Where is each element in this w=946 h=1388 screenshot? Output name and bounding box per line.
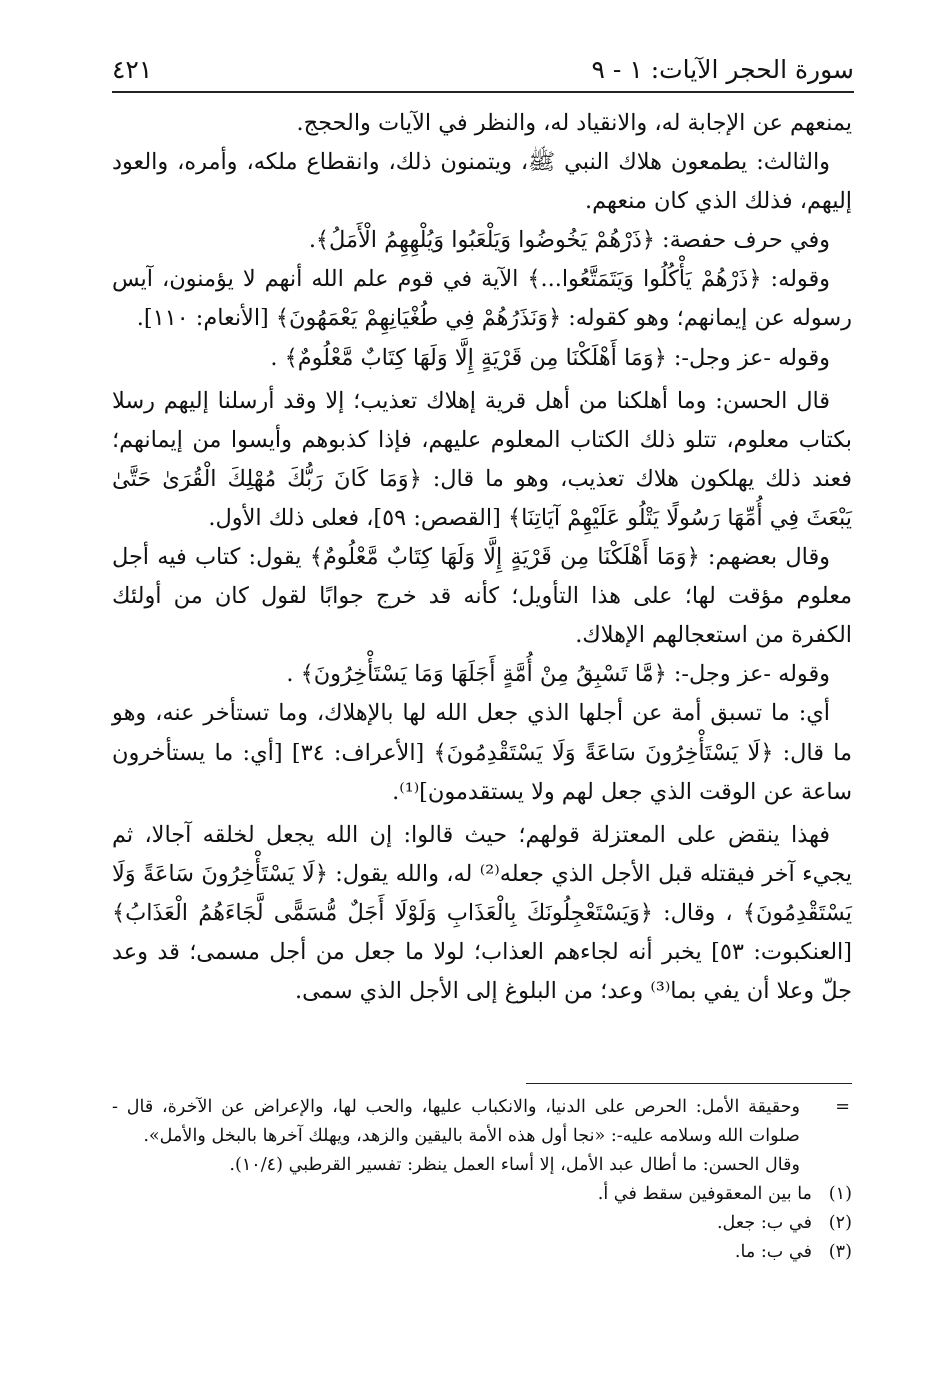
paragraph-1: يمنعهم عن الإجابة له، والانقياد له، والنظر في الآيات والحجج. <box>296 110 852 136</box>
paragraph-6: قال الحسن: وما أهلكنا من أهل قرية إهلاك تعذيب؛ إلا وقد أرسلنا إليهم رسلا بكتاب معلوم، تتلو ذلك الكتاب المعلوم عليهم، فإذا كذبوهم وأيسوا من إيمانهم؛ فعند ذلك يهلكون هلاك تعذيب، وهو ما قال: ﴿وَمَا كَانَ رَبُّكَ مُهْلِكَ الْقُرَىٰ حَتَّىٰ يَبْعَثَ فِي أُمِّهَا رَسُولًا يَتْلُو عَلَيْهِمْ آيَاتِنَا﴾ [القصص: ٥٩]، فعلى ذلك الأول. <box>112 387 852 531</box>
paragraph-2: والثالث: يطمعون هلاك النبي ﷺ، ويتمنون ذلك، وانقطاع ملكه، وأمره، والعود إليهم، فذلك الذي كان منعهم. <box>112 149 852 215</box>
footnote-number: (٢) <box>828 1213 852 1233</box>
footnote-text: في ب: ما. <box>734 1242 812 1262</box>
footnote-2 <box>112 1209 852 1238</box>
paragraph-10: فهذا ينقض على المعتزلة قولهم؛ حيث قالوا: إن الله يجعل لخلقه آجالا، ثم يجيء آخر فيقتله قبل الأجل الذي جعله⁽²⁾ له، والله يقول: ﴿لَا يَسْتَأْخِرُونَ سَاعَةً وَلَا يَسْتَقْدِمُونَ﴾ ، وقال: ﴿وَيَسْتَعْجِلُونَكَ بِالْعَذَابِ وَلَوْلَا أَجَلٌ مُّسَمًّى لَّجَاءَهُمُ الْعَذَابُ﴾ [العنكبوت: ٥٣] يخبر أنه لجاءهم العذاب؛ لولا ما جعل من أجل مسمى؛ قد وعد جلّ وعلا أن يفي بما⁽³⁾ وعد؛ من البلوغ إلى الأجل الذي سمى. <box>112 821 853 1005</box>
paragraph-4: وقوله: ﴿ذَرْهُمْ يَأْكُلُوا وَيَتَمَتَّعُوا...﴾ الآية في قوم علم الله أنهم لا يؤمنون، آيس رسوله عن إيمانهم؛ وهو كقوله: ﴿وَنَذَرُهُمْ فِي طُغْيَانِهِمْ يَعْمَهُونَ﴾ [الأنعام: ١١٠]. <box>112 266 852 332</box>
footnote-continuation <box>112 1093 852 1151</box>
footnote-rule <box>526 1083 852 1084</box>
footnote-text: ما بين المعقوفين سقط في أ. <box>597 1184 812 1204</box>
running-header <box>112 50 854 90</box>
footnote-continuation-2: وقال الحسن: ما أطال عبد الأمل، إلا أساء العمل ينظر: تفسير القرطبي (١٠/٤). <box>229 1155 800 1175</box>
continuation-text: وحقيقة الأمل: الحرص على الدنيا، والانكباب عليها، والحب لها، والإعراض عن الآخرة، قال - صلوات الله وسلامه عليه-: «نجا أول هذه الأمة باليقين والزهد، ويهلك آخرها بالبخل والأمل». <box>112 1097 800 1146</box>
footnote-text: في ب: جعل. <box>716 1213 812 1233</box>
paragraph-5: وقوله -عز وجل-: ﴿وَمَا أَهْلَكْنَا مِن قَرْيَةٍ إِلَّا وَلَهَا كِتَابٌ مَّعْلُومٌ﴾ . <box>270 344 830 371</box>
paragraph-8: وقوله -عز وجل-: ﴿مَّا تَسْبِقُ مِنْ أُمَّةٍ أَجَلَهَا وَمَا يَسْتَأْخِرُونَ﴾ . <box>286 661 830 688</box>
paragraph-9: أي: ما تسبق أمة عن أجلها الذي جعل الله لها بالإهلاك، وما تستأخر عنه، وهو ما قال: ﴿لَا يَسْتَأْخِرُونَ سَاعَةً وَلَا يَسْتَقْدِمُونَ﴾ [الأعراف: ٣٤] [أي: ما يستأخرون ساعة عن الوقت الذي جعل لهم ولا يستقدمون]⁽¹⁾. <box>112 700 852 805</box>
footnotes <box>112 1093 852 1267</box>
continuation-marker: = <box>835 1097 850 1117</box>
main-text <box>112 104 852 1011</box>
page-number: ٤٢١ <box>112 55 153 84</box>
footnote-number: (١) <box>828 1184 852 1204</box>
paragraph-3: وفي حرف حفصة: ﴿ذَرْهُمْ يَخُوضُوا وَيَلْعَبُوا وَيُلْهِهِمُ الْأَمَلُ﴾. <box>308 227 830 254</box>
footnote-3 <box>112 1238 852 1267</box>
surah-title: سورة الحجر الآيات: ١ - ٩ <box>591 55 854 84</box>
header-rule <box>112 91 854 93</box>
footnote-1 <box>112 1180 852 1209</box>
paragraph-7: وقال بعضهم: ﴿وَمَا أَهْلَكْنَا مِن قَرْيَةٍ إِلَّا وَلَهَا كِتَابٌ مَّعْلُومٌ﴾ يقول: كتاب فيه أجل معلوم مؤقت لها؛ على هذا التأويل؛ كأنه قد خرج جوابًا لقول كان من أولئك الكفرة من استعجالهم الإهلاك. <box>112 544 852 649</box>
footnote-number: (٣) <box>828 1242 852 1262</box>
